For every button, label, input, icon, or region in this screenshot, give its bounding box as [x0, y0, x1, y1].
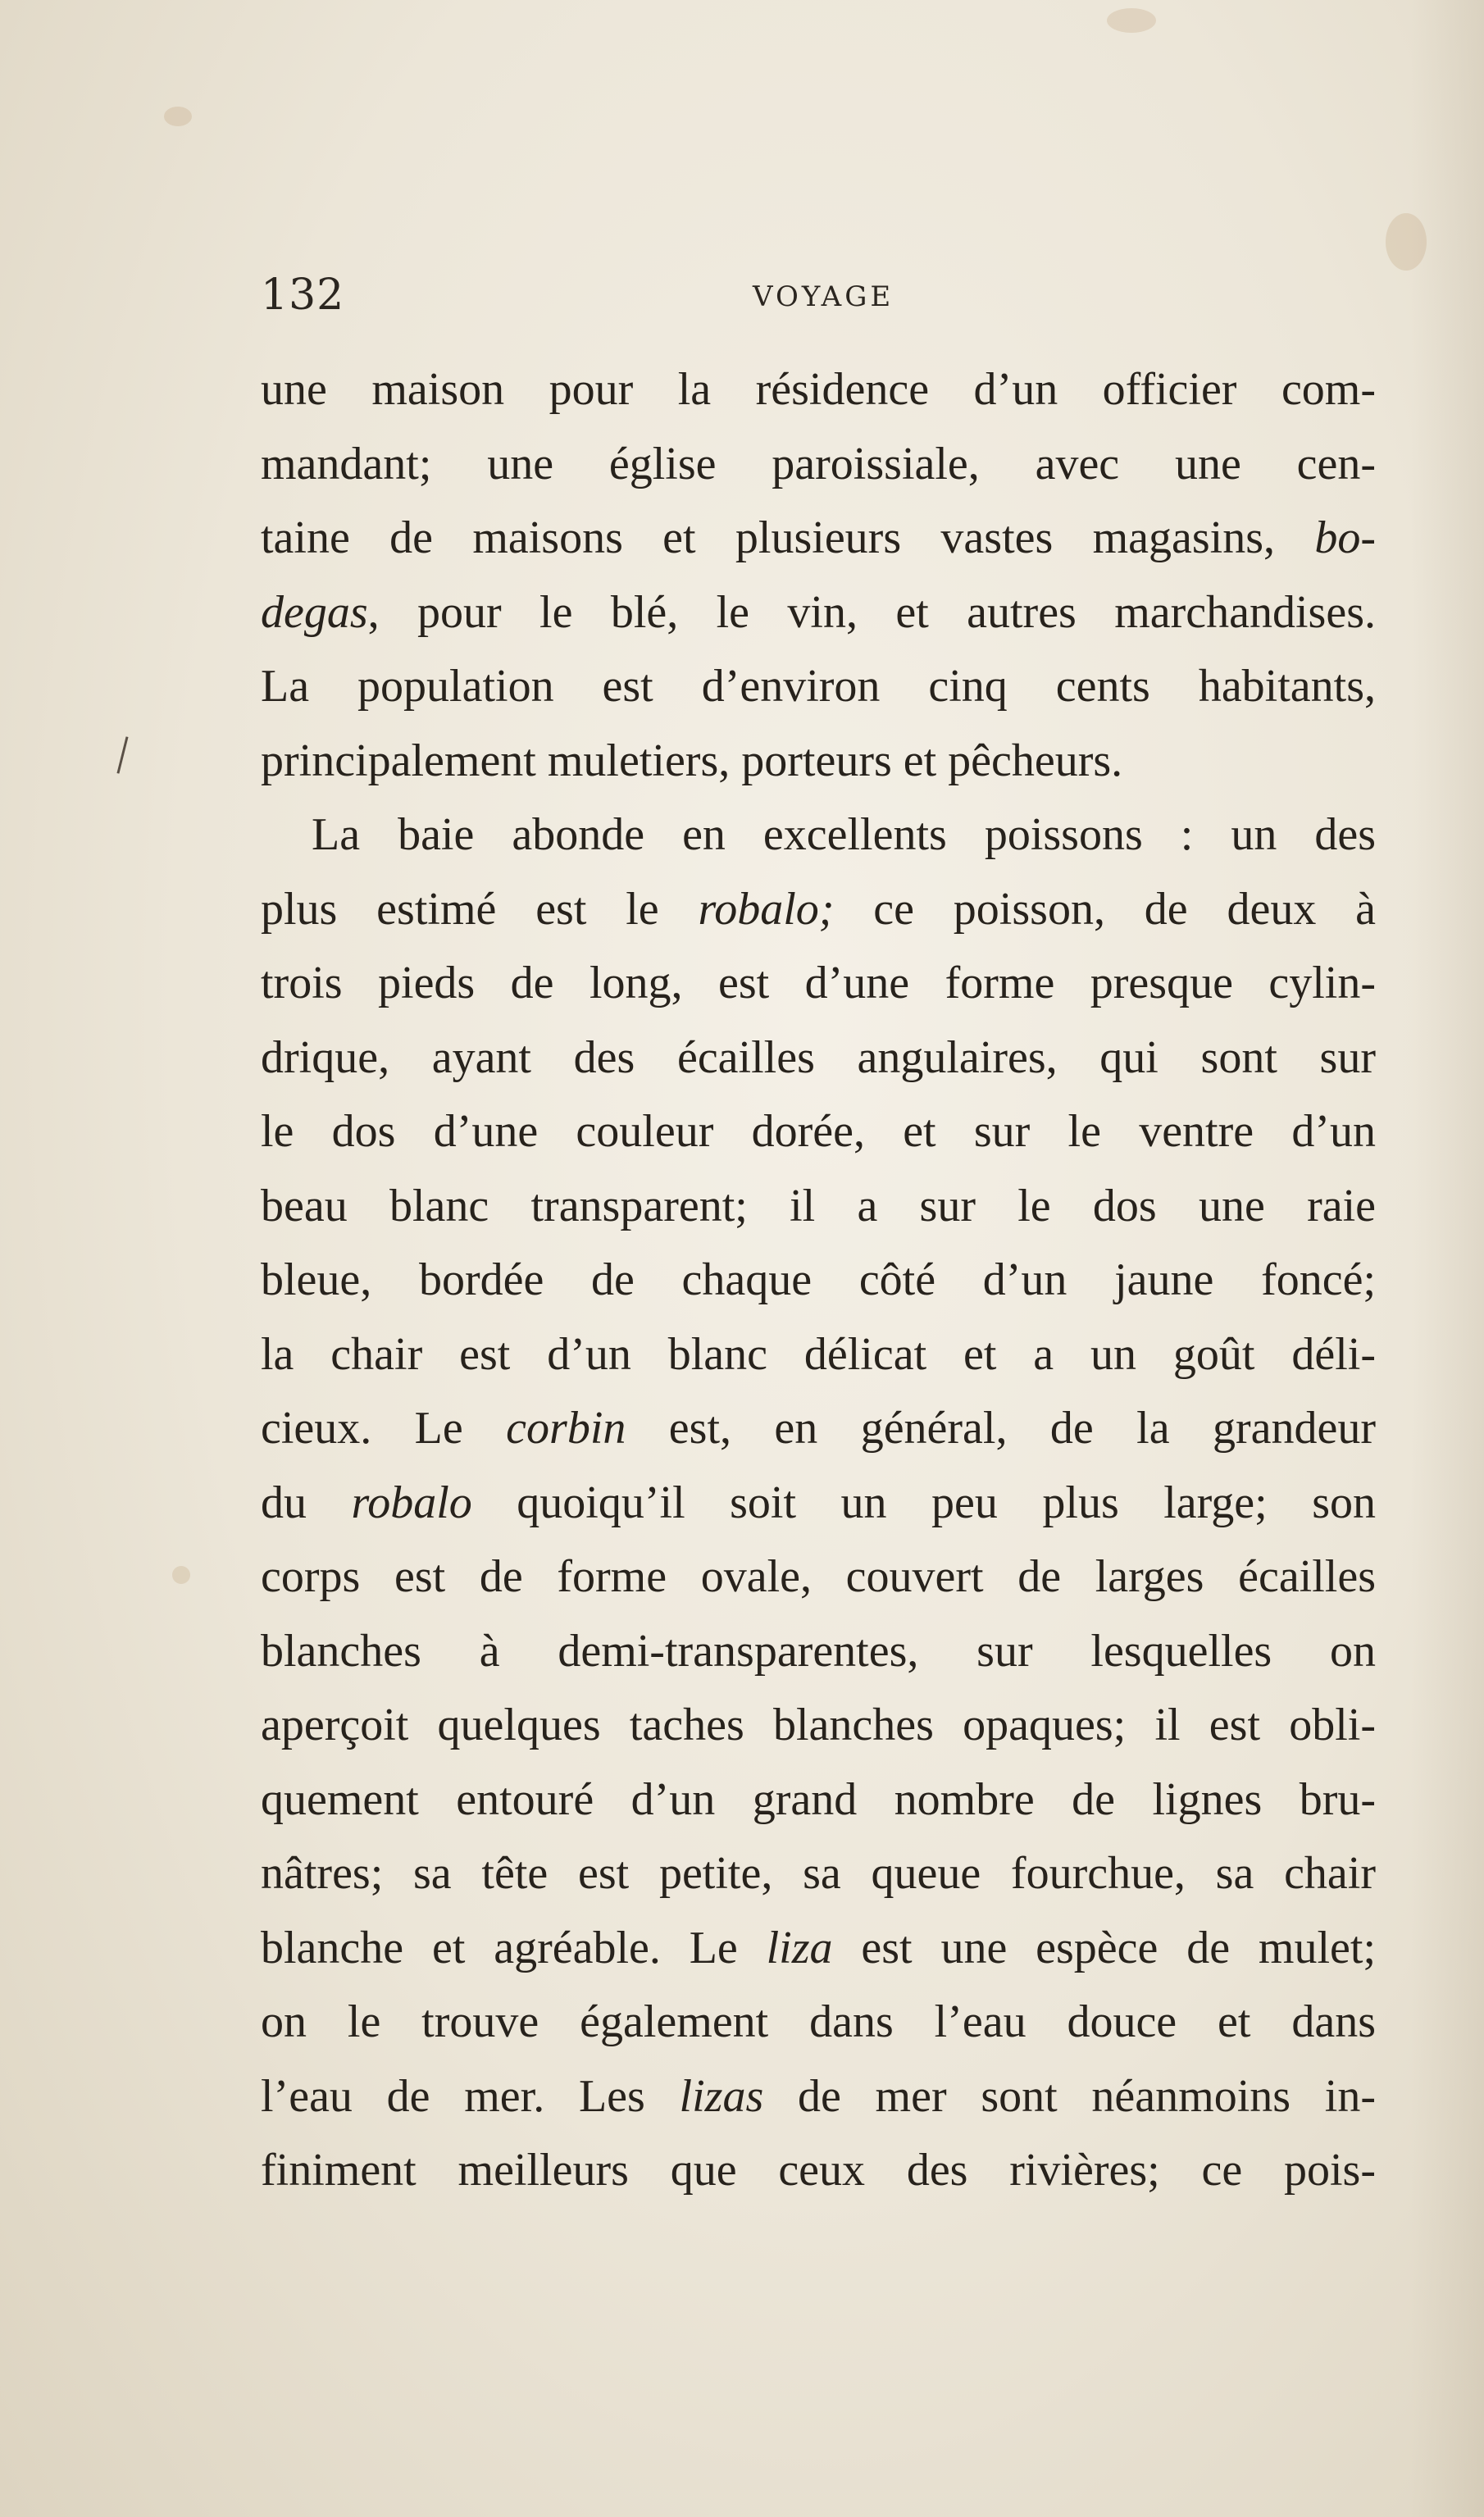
text-line: nâtres; sa tête est petite, sa queue fourchue, sa chair [261, 1848, 1376, 1899]
text-line: la chair est d’un blanc délicat et a un goût déli- [261, 1328, 1376, 1380]
text-line: aperçoit quelques taches blanches opaques; il est obli- [261, 1700, 1376, 1750]
text-line: on le trouve également dans l’eau douce et dans [261, 1996, 1376, 2047]
text-line: principalement muletiers, porteurs et pêcheurs. [261, 735, 1123, 786]
text-line: blanche et agréable. Le liza est une espèce de mulet; [261, 1922, 1376, 1973]
page-number: 132 [261, 271, 345, 320]
running-head [261, 271, 1376, 336]
text-line: beau blanc transparent; il a sur le dos une raie [261, 1180, 1376, 1231]
running-title: VOYAGE [753, 280, 894, 313]
foxing-spot [1107, 8, 1156, 33]
foxing-spot [1386, 213, 1427, 271]
body-text [261, 353, 1376, 2208]
text-line: blanches à demi-transparentes, sur lesquelles on [261, 1625, 1376, 1677]
text-line: l’eau de mer. Les lizas de mer sont néanmoins in- [261, 2070, 1376, 2122]
text-line: degas, pour le blé, le vin, et autres marchandises. [261, 586, 1376, 638]
text-line: corps est de forme ovale, couvert de larges écailles [261, 1551, 1376, 1602]
text-line: drique, ayant des écailles angulaires, qui sont sur [261, 1031, 1376, 1083]
text-line: le dos d’une couleur dorée, et sur le ventre d’un [261, 1106, 1376, 1157]
text-line: mandant; une église paroissiale, avec une cen- [261, 438, 1376, 489]
page-edge-shadow [1410, 0, 1484, 2517]
text-line: trois pieds de long, est d’une forme presque cylin- [261, 958, 1376, 1008]
paragraph-start-line: La baie abonde en excellents poissons : un des [312, 809, 1376, 860]
text-line: taine de maisons et plusieurs vastes magasins, bo- [261, 512, 1376, 563]
text-line: La population est d’environ cinq cents habitants, [261, 661, 1376, 712]
text-line: finiment meilleurs que ceux des rivières; ce pois- [261, 2145, 1376, 2196]
text-line: bleue, bordée de chaque côté d’un jaune foncé; [261, 1254, 1376, 1305]
text-line: cieux. Le corbin est, en général, de la grandeur [261, 1403, 1376, 1454]
text-line: une maison pour la résidence d’un officier com- [261, 364, 1376, 415]
foxing-spot [172, 1566, 190, 1584]
foxing-spot [164, 107, 192, 126]
margin-pencil-mark [116, 736, 128, 773]
text-line: du robalo quoiqu’il soit un peu plus large; son [261, 1477, 1376, 1528]
text-line: quement entouré d’un grand nombre de lignes bru- [261, 1773, 1376, 1825]
text-line: plus estimé est le robalo; ce poisson, de deux à [261, 883, 1376, 935]
